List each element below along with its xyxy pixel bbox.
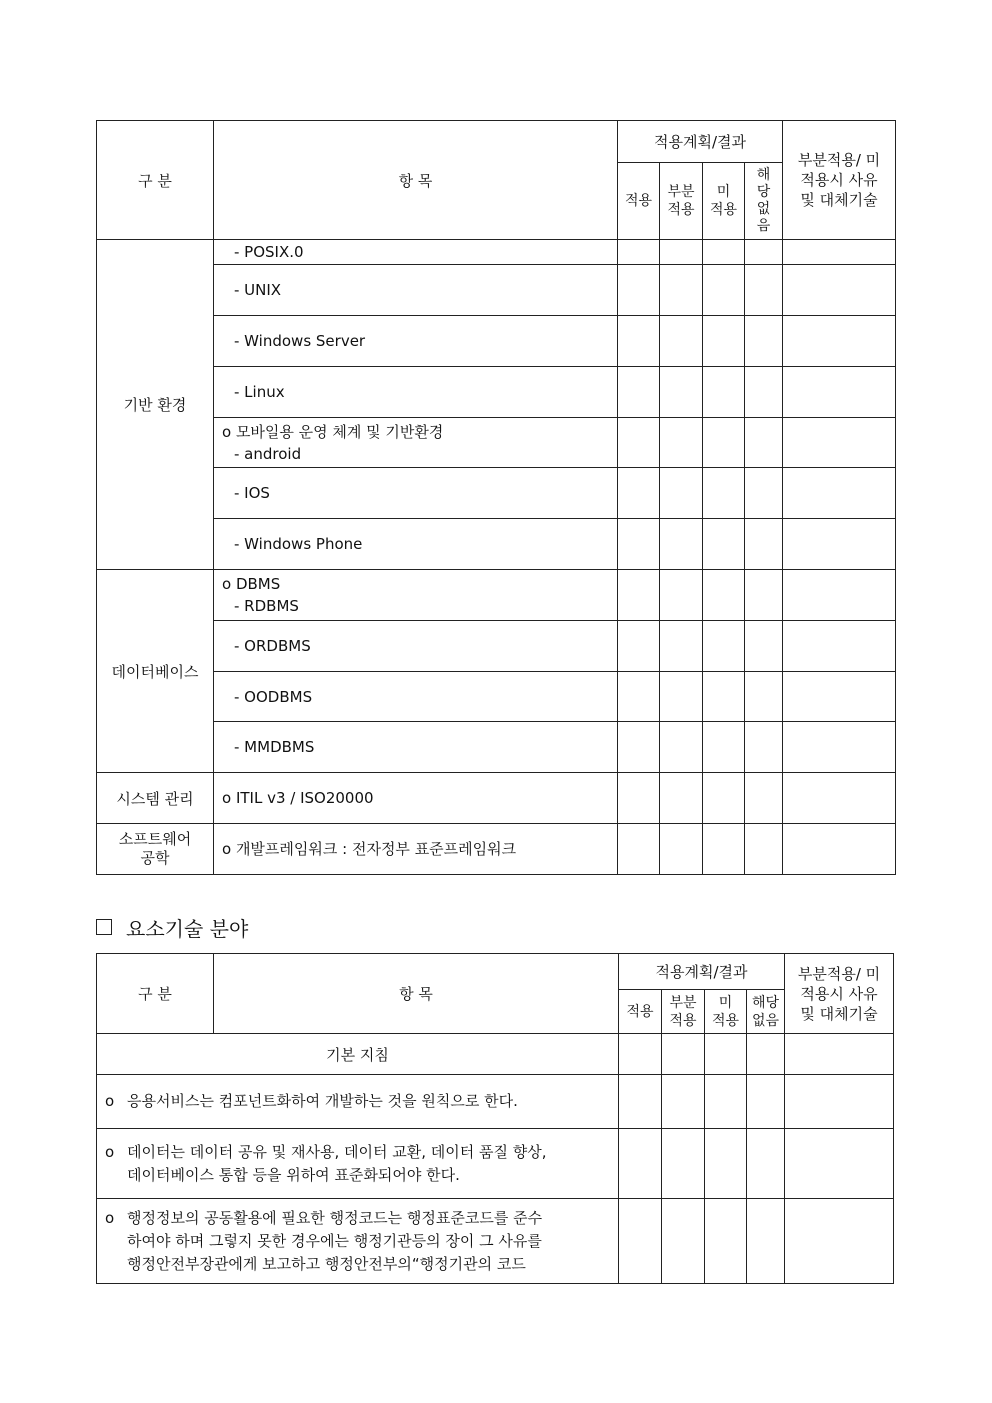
header-item: 항 목 xyxy=(214,121,618,240)
cell-apply[interactable] xyxy=(618,265,660,316)
header-plan-result: 적용계획/결과 xyxy=(619,954,785,990)
cell-not[interactable] xyxy=(703,621,745,672)
cell-apply[interactable] xyxy=(619,1129,662,1199)
cell-na[interactable] xyxy=(745,468,783,519)
tech-standard-table-1 xyxy=(96,120,896,875)
section-heading-text: 요소기술 분야 xyxy=(126,916,249,941)
cell-na[interactable] xyxy=(747,1199,785,1284)
cell-na[interactable] xyxy=(745,722,783,773)
header-reason-line: 적용시 사유 xyxy=(800,984,878,1003)
cell-partial[interactable] xyxy=(660,367,703,418)
cell-partial[interactable] xyxy=(662,1075,705,1129)
header-not-line: 적용 xyxy=(709,202,738,218)
cell-not[interactable] xyxy=(705,1034,747,1075)
cell-reason[interactable] xyxy=(783,316,896,367)
cell-partial[interactable] xyxy=(660,468,703,519)
group-software-engineering xyxy=(97,824,214,875)
header-na-line: 해당 xyxy=(751,994,780,1011)
cell-apply[interactable] xyxy=(618,773,660,824)
cell-partial[interactable] xyxy=(660,316,703,367)
cell-partial[interactable] xyxy=(660,570,703,621)
cell-not[interactable] xyxy=(705,1075,747,1129)
item-unix: - UNIX xyxy=(214,265,618,316)
cell-apply[interactable] xyxy=(618,570,660,621)
header-plan-result: 적용계획/결과 xyxy=(618,121,783,163)
cell-apply[interactable] xyxy=(619,1199,662,1284)
header-na-char: 당 xyxy=(756,184,771,200)
cell-not[interactable] xyxy=(705,1199,747,1284)
cell-na[interactable] xyxy=(745,316,783,367)
cell-not[interactable] xyxy=(703,570,745,621)
group-swe-line: 소프트웨어 xyxy=(118,830,192,848)
header-not-applicable xyxy=(745,163,783,240)
cell-not[interactable] xyxy=(703,316,745,367)
tech-standard-table-2 xyxy=(96,953,894,1284)
checkbox-square-icon xyxy=(96,919,112,935)
bullet-icon: o xyxy=(105,1092,115,1110)
cell-reason[interactable] xyxy=(783,824,896,875)
cell-not[interactable] xyxy=(703,265,745,316)
header-partial-line: 적용 xyxy=(669,1012,697,1029)
header-reason-line: 및 대체기술 xyxy=(800,1004,878,1023)
header-not-applicable xyxy=(747,990,785,1034)
cell-reason[interactable] xyxy=(785,1129,894,1199)
cell-na[interactable] xyxy=(745,570,783,621)
cell-apply[interactable] xyxy=(618,468,660,519)
cell-reason[interactable] xyxy=(785,1199,894,1284)
cell-apply[interactable] xyxy=(618,672,660,722)
item-framework: o 개발프레임워크 : 전자정부 표준프레임워크 xyxy=(214,824,618,875)
header-partial xyxy=(662,990,705,1034)
item-dbms-heading: o DBMS xyxy=(222,575,281,593)
header-not-applied xyxy=(705,990,747,1034)
item-dbms xyxy=(214,570,618,621)
header-na-char: 해 xyxy=(756,167,771,183)
basic-guideline-heading: 기본 지침 xyxy=(97,1034,619,1075)
cell-apply[interactable] xyxy=(619,1034,662,1075)
header-na-line: 없음 xyxy=(751,1012,780,1029)
header-partial-line: 부분 xyxy=(667,184,695,200)
group-system-management: 시스템 관리 xyxy=(97,773,214,824)
header-reason-line: 적용시 사유 xyxy=(800,171,878,189)
cell-na[interactable] xyxy=(745,621,783,672)
guideline-text: 응용서비스는 컴포넌트화하여 개발하는 것을 원칙으로 한다. xyxy=(127,1092,518,1110)
header-category: 구 분 xyxy=(97,121,214,240)
header-apply: 적용 xyxy=(619,990,662,1034)
cell-reason[interactable] xyxy=(783,773,896,824)
item-ios: - IOS xyxy=(214,468,618,519)
cell-partial[interactable] xyxy=(660,265,703,316)
guideline-text-line: 데이터는 데이터 공유 및 재사용, 데이터 교환, 데이터 품질 향상, xyxy=(127,1142,547,1161)
guideline-text-line: 하여야 하며 그렇지 못한 경우에는 행정기관등의 장이 그 사유를 xyxy=(127,1231,542,1250)
item-ordbms: - ORDBMS xyxy=(214,621,618,672)
header-na-char: 없 xyxy=(756,201,771,217)
guideline-text-line: 데이터베이스 통합 등을 위하여 표준화되어야 한다. xyxy=(127,1165,460,1184)
cell-not[interactable] xyxy=(703,367,745,418)
cell-na[interactable] xyxy=(745,824,783,875)
cell-partial[interactable] xyxy=(660,621,703,672)
item-mobile-os xyxy=(214,418,618,468)
cell-not[interactable] xyxy=(705,1129,747,1199)
cell-apply[interactable] xyxy=(618,418,660,468)
cell-not[interactable] xyxy=(703,672,745,722)
header-na-char: 음 xyxy=(756,218,771,234)
cell-na[interactable] xyxy=(745,773,783,824)
guideline-data-standard xyxy=(97,1129,619,1199)
item-posix: - POSIX.0 xyxy=(214,240,618,265)
header-partial-line: 적용 xyxy=(667,202,695,218)
cell-na[interactable] xyxy=(747,1034,785,1075)
cell-partial[interactable] xyxy=(662,1034,705,1075)
cell-partial[interactable] xyxy=(660,824,703,875)
cell-partial[interactable] xyxy=(662,1199,705,1284)
header-reason-line: 부분적용/ 미 xyxy=(797,151,881,169)
cell-na[interactable] xyxy=(745,519,783,570)
cell-partial[interactable] xyxy=(662,1129,705,1199)
guideline-component xyxy=(97,1075,619,1129)
item-mmdbms: - MMDBMS xyxy=(214,722,618,773)
item-windows-phone: - Windows Phone xyxy=(214,519,618,570)
cell-na[interactable] xyxy=(745,418,783,468)
cell-apply[interactable] xyxy=(618,824,660,875)
cell-apply[interactable] xyxy=(618,316,660,367)
item-itil: o ITIL v3 / ISO20000 xyxy=(214,773,618,824)
cell-reason[interactable] xyxy=(783,722,896,773)
group-base-environment: 기반 환경 xyxy=(97,240,214,570)
guideline-admin-code xyxy=(97,1199,619,1284)
group-database: 데이터베이스 xyxy=(97,570,214,773)
header-apply: 적용 xyxy=(618,163,660,240)
cell-reason[interactable] xyxy=(783,570,896,621)
cell-partial[interactable] xyxy=(660,672,703,722)
cell-reason[interactable] xyxy=(783,418,896,468)
cell-reason[interactable] xyxy=(783,621,896,672)
cell-reason[interactable] xyxy=(783,672,896,722)
bullet-icon: o xyxy=(105,1142,115,1161)
cell-partial[interactable] xyxy=(660,519,703,570)
cell-not[interactable] xyxy=(703,468,745,519)
header-not-line: 미 xyxy=(718,994,733,1011)
bullet-icon: o xyxy=(105,1208,115,1227)
cell-not[interactable] xyxy=(703,773,745,824)
header-reason xyxy=(785,954,894,1034)
cell-na[interactable] xyxy=(745,367,783,418)
guideline-text-line: 행정정보의 공동활용에 필요한 행정코드는 행정표준코드를 준수 xyxy=(127,1208,543,1227)
cell-not[interactable] xyxy=(703,519,745,570)
cell-not[interactable] xyxy=(703,240,745,265)
item-android: - android xyxy=(234,444,302,463)
cell-reason[interactable] xyxy=(785,1034,894,1075)
cell-apply[interactable] xyxy=(619,1075,662,1129)
item-oodbms: - OODBMS xyxy=(214,672,618,722)
cell-na[interactable] xyxy=(747,1129,785,1199)
item-rdbms: - RDBMS xyxy=(234,597,299,615)
header-not-line: 적용 xyxy=(711,1012,740,1029)
group-swe-line: 공학 xyxy=(140,849,170,867)
cell-apply[interactable] xyxy=(618,722,660,773)
cell-na[interactable] xyxy=(745,672,783,722)
item-linux: - Linux xyxy=(214,367,618,418)
header-reason xyxy=(783,121,896,240)
cell-partial[interactable] xyxy=(660,773,703,824)
guideline-text-line: 행정안전부장관에게 보고하고 행정안전부의“행정기관의 코드 xyxy=(127,1254,526,1273)
cell-na[interactable] xyxy=(745,240,783,265)
cell-apply[interactable] xyxy=(618,367,660,418)
cell-apply[interactable] xyxy=(618,621,660,672)
cell-not[interactable] xyxy=(703,722,745,773)
cell-reason[interactable] xyxy=(783,468,896,519)
item-mobile-heading: o 모바일용 운영 체계 및 기반환경 xyxy=(222,422,444,441)
header-not-applied xyxy=(703,163,745,240)
cell-reason[interactable] xyxy=(783,519,896,570)
header-item: 항 목 xyxy=(214,954,619,1034)
header-reason-line: 및 대체기술 xyxy=(800,191,878,209)
cell-apply[interactable] xyxy=(618,240,660,265)
cell-not[interactable] xyxy=(703,418,745,468)
section-heading xyxy=(96,912,248,942)
cell-reason[interactable] xyxy=(785,1075,894,1129)
header-partial xyxy=(660,163,703,240)
cell-reason[interactable] xyxy=(783,367,896,418)
header-reason-line: 부분적용/ 미 xyxy=(797,964,881,983)
cell-na[interactable] xyxy=(747,1075,785,1129)
cell-not[interactable] xyxy=(703,824,745,875)
cell-partial[interactable] xyxy=(660,722,703,773)
cell-reason[interactable] xyxy=(783,265,896,316)
cell-apply[interactable] xyxy=(618,519,660,570)
header-category: 구 분 xyxy=(97,954,214,1034)
cell-na[interactable] xyxy=(745,265,783,316)
item-windows-server: - Windows Server xyxy=(214,316,618,367)
cell-partial[interactable] xyxy=(660,240,703,265)
header-partial-line: 부분 xyxy=(669,994,697,1011)
cell-reason[interactable] xyxy=(783,240,896,265)
header-not-line: 미 xyxy=(716,184,731,200)
cell-partial[interactable] xyxy=(660,418,703,468)
